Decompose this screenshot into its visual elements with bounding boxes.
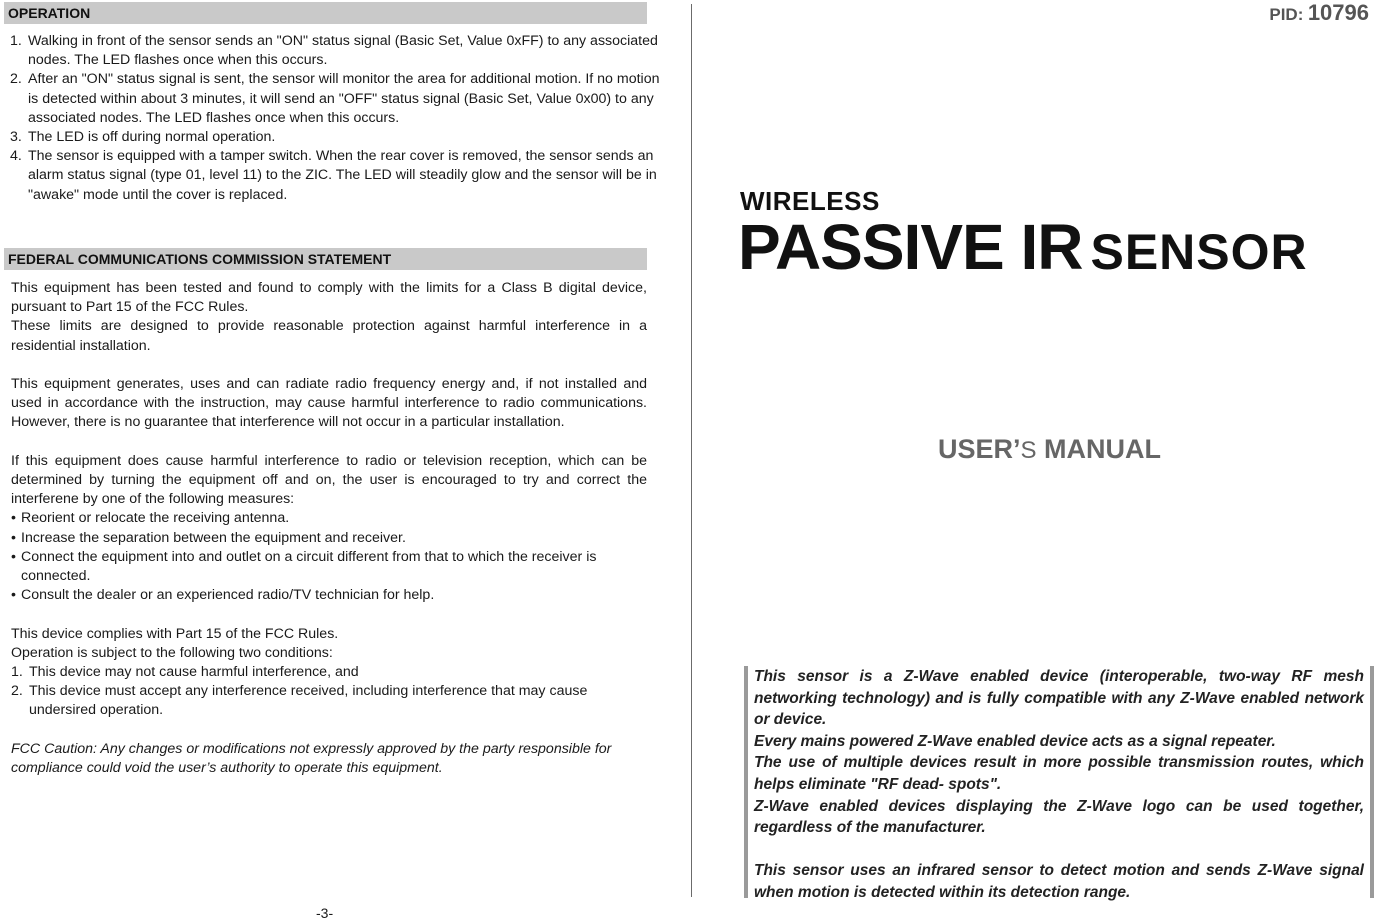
item-text: Walking in front of the sensor sends an "ON" status signal (Basic Set, Value 0xFF) to any associated nodes. The LED flashes once when this occurs. — [28, 33, 658, 69]
title-wireless: WIRELESS — [740, 186, 880, 216]
item-text: The LED is off during normal operation. — [28, 129, 276, 146]
fcc-paragraph: These limits are designed to provide reasonable protection against harmful interference in a residential installation. — [11, 318, 647, 354]
page-divider — [691, 4, 692, 897]
fcc-paragraph: Operation is subject to the following two conditions: — [11, 644, 333, 661]
fcc-bullet: • Consult the dealer or an experienced radio/TV technician for help. — [11, 587, 435, 604]
title-sensor: SENSOR — [1090, 224, 1308, 280]
bullet-text: Increase the separation between the equipment and receiver. — [21, 529, 406, 546]
info-paragraph: This sensor is a Z-Wave enabled device (interoperable, two-way RF mesh networking technology) and is fully compatible with any Z-Wave enabled network or device. — [754, 668, 1364, 729]
operation-item — [10, 70, 660, 128]
fcc-condition — [11, 682, 629, 720]
product-title — [738, 210, 1308, 284]
operation-item — [10, 147, 660, 205]
users-manual-title: USER’S MANUAL — [938, 434, 1162, 464]
pid-label: PID: — [1269, 5, 1304, 24]
operation-item — [10, 128, 660, 147]
info-paragraph: The use of multiple devices result in more possible transmission routes, which helps eliminate "RF dead- spots". — [754, 754, 1364, 793]
page-number: -3- — [316, 905, 334, 921]
fcc-heading: FEDERAL COMMUNICATIONS COMMISSION STATEMENT — [4, 248, 647, 270]
fcc-paragraph: If this equipment does cause harmful interference to radio or television reception, which can be determined by turning the equipment off and on, the user is encouraged to try and correct the interferene by one of the following measures: — [11, 452, 647, 508]
bullet-text: Reorient or relocate the receiving antenna. — [21, 510, 290, 527]
product-id — [1269, 0, 1369, 26]
fcc-caution: FCC Caution: Any changes or modifications not expressly approved by the party responsible for compliance could void the user’s authority to operate this equipment. — [11, 740, 612, 777]
info-paragraph: Z-Wave enabled devices displaying the Z-Wave logo can be used together, regardless of the manufacturer. — [754, 797, 1364, 837]
info-paragraph: This sensor uses an infrared sensor to detect motion and sends Z-Wave signal when motion is detected within its detection range. — [754, 862, 1364, 901]
item-number: 1. — [10, 33, 22, 49]
condition-number: 1. — [11, 664, 23, 681]
fcc-bullet: • Reorient or relocate the receiving antenna. — [11, 510, 290, 527]
zwave-info-box — [744, 666, 1374, 901]
condition-text: This device may not cause harmful interference, and — [29, 664, 359, 681]
item-text: After an "ON" status signal is sent, the sensor will monitor the area for additional motion. If no motion is detected within about 3 minutes, it will send an "OFF" status signal (Basic Set, Value 0x00) to any associated nodes. The LED flashes once when this occurs. — [28, 71, 660, 126]
fcc-bullet: • Connect the equipment into and outlet on a circuit different from that to which the receiver is connected. — [11, 548, 597, 585]
bullet-text: Connect the equipment into and outlet on a circuit different from that to which the receiver is connected. — [21, 548, 597, 585]
item-number: 4. — [10, 148, 22, 165]
pid-value: 10796 — [1307, 0, 1369, 25]
fcc-paragraph: This equipment has been tested and found to comply with the limits for a Class B digital device, pursuant to Part 15 of the FCC Rules. — [11, 280, 647, 316]
item-text: The sensor is equipped with a tamper switch. When the rear cover is removed, the sensor sends an alarm status signal (type 01, level 11) to the ZIC. The LED will steadily glow and the sensor will be in "awake" mode until the cover is replaced. — [28, 148, 657, 203]
title-passive-ir: PASSIVE IR — [738, 211, 1083, 283]
item-number: 2. — [10, 71, 22, 88]
fcc-paragraph: This device complies with Part 15 of the FCC Rules. — [11, 625, 339, 642]
condition-number: 2. — [11, 683, 23, 700]
info-paragraph: Every mains powered Z-Wave enabled device acts as a signal repeater. — [754, 732, 1276, 750]
bullet-text: Consult the dealer or an experienced radio/TV technician for help. — [21, 587, 435, 604]
condition-text: This device must accept any interference received, including interference that may cause undersired operation. — [29, 683, 588, 719]
item-number: 3. — [10, 129, 22, 146]
left-page — [0, 0, 660, 923]
fcc-bullet: • Increase the separation between the equipment and receiver. — [11, 529, 406, 546]
right-page — [700, 0, 1375, 923]
fcc-paragraph: This equipment generates, uses and can radiate radio frequency energy and, if not installed and used in accordance with the instruction, may cause harmful interference to radio communications. However, there is no guarantee that interference will not occur in a particular installation. — [11, 376, 647, 431]
operation-item — [10, 32, 660, 70]
operation-heading: OPERATION — [4, 2, 647, 24]
fcc-condition — [11, 663, 647, 682]
operation-list — [10, 32, 660, 205]
fcc-statement — [11, 279, 647, 778]
